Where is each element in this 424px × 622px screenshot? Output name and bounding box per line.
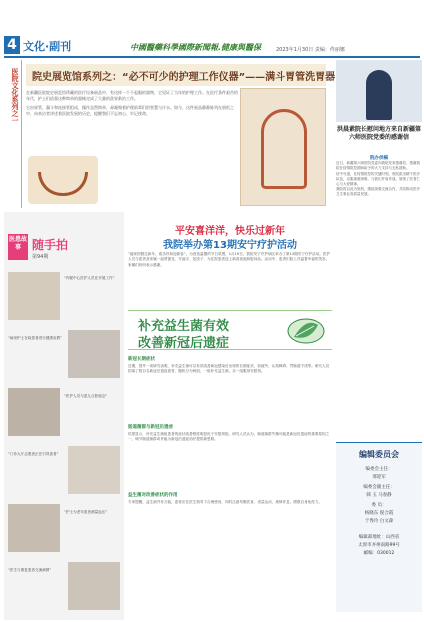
gallery-photo bbox=[68, 562, 120, 610]
sidebar-photo bbox=[336, 60, 422, 122]
gallery-photo bbox=[8, 504, 60, 552]
news-headline: 平安喜洋洋，快乐过新年 bbox=[175, 226, 285, 237]
gallery-issue: 第94期 bbox=[32, 254, 49, 260]
news-section-label: 肠道菌群与新冠后遗症 bbox=[128, 425, 173, 430]
sidebar-paragraph: 近日，新疆第六师医院党委向我院发来感谢信，感谢我院在疫情防控期间给予的大力支持与无私援助。 bbox=[336, 161, 420, 171]
gallery-photo bbox=[68, 446, 120, 494]
editorial-line: 邢迎军 bbox=[372, 475, 386, 480]
news-paragraph: 结果显示，补充益生菌组患者的症状改善程度明显优于安慰剂组。研究人员认为，肠道菌群失衡可能是新冠后遗症的重要原因之一，调节肠道菌群或许能为新冠后遗症治疗提供新思路。 bbox=[128, 432, 330, 442]
editorial-line: 编辑部地址：山西省 bbox=[358, 535, 400, 540]
page-header bbox=[0, 0, 424, 58]
sidebar-paragraph: 我院将以此为契机，继续加强交流合作，共同推动医疗卫生事业高质量发展。 bbox=[336, 187, 420, 197]
feature-article bbox=[4, 60, 336, 208]
gallery-caption: “病房护士在给患者进行健康宣教” bbox=[8, 336, 63, 340]
editorial-line: 编委会副主任： bbox=[363, 485, 395, 490]
editorial-line: 太原市并州南路99号 bbox=[358, 543, 400, 548]
funnel-illustration bbox=[38, 172, 88, 196]
gallery-caption: “门诊大厅志愿者正在引导患者” bbox=[8, 452, 59, 456]
editorial-line: 委 员： bbox=[371, 503, 387, 508]
gallery-caption: “医生与康复患者交流病情” bbox=[8, 568, 52, 572]
gallery-caption: “护士为老年患者测量血压” bbox=[64, 510, 108, 514]
paper-logo: 中國醫藥科學國際新聞報.健康與醫保 bbox=[130, 43, 262, 52]
editorial-line: 于秀玲 白文森 bbox=[364, 519, 394, 524]
feature-photo-bowl bbox=[28, 156, 98, 204]
news-paragraph: 专家提醒，益生菌并非万能，患者应在医生指导下合理使用，同时注意均衡饮食、适量运动、规律作息，增强自身免疫力。 bbox=[128, 500, 323, 504]
probiotic-headline-band bbox=[128, 310, 332, 350]
editorial-line: 编委会主任： bbox=[365, 467, 393, 472]
sidebar-headline: 洪晨素院长慰问地方来自新疆第六师医院党委的感谢信 bbox=[336, 126, 421, 141]
page-number: 4 bbox=[4, 36, 20, 54]
gallery-caption: “内窥中心医护人员在开展工作” bbox=[64, 276, 115, 280]
news-section-label: 新冠长期症状 bbox=[128, 357, 155, 362]
editorial-board-box bbox=[336, 442, 422, 612]
gallery-photo bbox=[8, 272, 60, 320]
news-section-label: 益生菌对改善症状的作用 bbox=[128, 493, 178, 498]
gastric-tube-illustration bbox=[261, 109, 307, 189]
feature-side-label: 医院文化系列之一 bbox=[11, 68, 19, 124]
feature-paragraph: 在新疆医院院史展览馆珍藏的医疗设备展品中，有这样一个不起眼的器物，它见证了当年的护理工作。在医疗条件艰苦的年代，护士们依靠这种简单的器械完成了大量的洗胃救治工作。 bbox=[26, 90, 238, 101]
feature-side-column bbox=[4, 60, 22, 208]
leaf-icon bbox=[284, 315, 328, 347]
sidebar-byline: 院办供稿 bbox=[370, 156, 388, 161]
news-subheadline: 我院举办第13期安宁疗护活动 bbox=[163, 240, 297, 251]
photo-gallery-column bbox=[4, 212, 124, 620]
feature-paragraph: 它由胃管、漏斗和连接管组成，操作虽然简单，却凝聚着护理前辈们的智慧与汗水。如今，这件展品静静陈列在展柜之中，向来访者讲述着医院发展的历史，提醒我们不忘初心、牢记使命。 bbox=[26, 105, 234, 116]
probiotic-subheadline: 改善新冠后遗症 bbox=[138, 336, 230, 351]
gallery-photo bbox=[68, 330, 120, 378]
issue-meta: 2023年1月30日 责编：佟丽娜 bbox=[276, 47, 345, 53]
feature-title: 院史展览馆系列之：“必不可少的护理工作仪器”——满斗胃管洗胃器 bbox=[32, 72, 336, 83]
news-paragraph: 近期，国外一项研究表明，补充益生菌可以有效改善新冠感染后出现的长期症状，如疲劳、认知障碍、胃肠道不适等。研究人员招募了数百名新冠后遗症患者，随机分为两组，一组补充益生菌，另一组服用安慰剂。 bbox=[128, 364, 330, 374]
right-sidebar bbox=[336, 60, 422, 620]
editorial-board-title: 编辑委员会 bbox=[359, 450, 399, 459]
feature-photo-dressing-tool bbox=[240, 88, 326, 206]
news-column bbox=[128, 212, 332, 620]
gallery-title: 随手拍 bbox=[32, 238, 69, 252]
gallery-badge: 医患故事 bbox=[8, 234, 28, 260]
sidebar-article bbox=[336, 156, 422, 198]
gallery-header bbox=[8, 234, 120, 264]
section-name: 文化·副刊 bbox=[23, 40, 72, 53]
editorial-line: 韩 玉 马春静 bbox=[366, 493, 392, 498]
sidebar-paragraph: 信中写道，在疫情防控的关键时刻，贵院派出精干医疗队伍，克服重重困难，与我们并肩作战，展现了医者仁心与大爱精神。 bbox=[336, 171, 420, 187]
editorial-line: 邮编：030012 bbox=[363, 551, 395, 556]
probiotic-headline: 补充益生菌有效 bbox=[138, 319, 230, 334]
header-divider bbox=[4, 56, 420, 58]
person-figure bbox=[366, 70, 392, 120]
editorial-line: 杨晓东 倪合霞 bbox=[364, 511, 394, 516]
gallery-photo bbox=[8, 388, 60, 436]
news-paragraph: “阖家团圆过新年，欢乐祥和迎新春”，为营造温馨的节日氛围，1月19日，我院安宁疗护病区举办了第13期安宁疗护活动。医护人员与患者及家属一起剪窗花、写福字、包饺子，为住院患者送上新春祝福和慰问品。活动中，患者们脸上洋溢着幸福的笑容，家属们纷纷表示感谢。 bbox=[128, 252, 331, 267]
gallery-caption: “医护人员与患儿合影留念” bbox=[64, 394, 108, 398]
